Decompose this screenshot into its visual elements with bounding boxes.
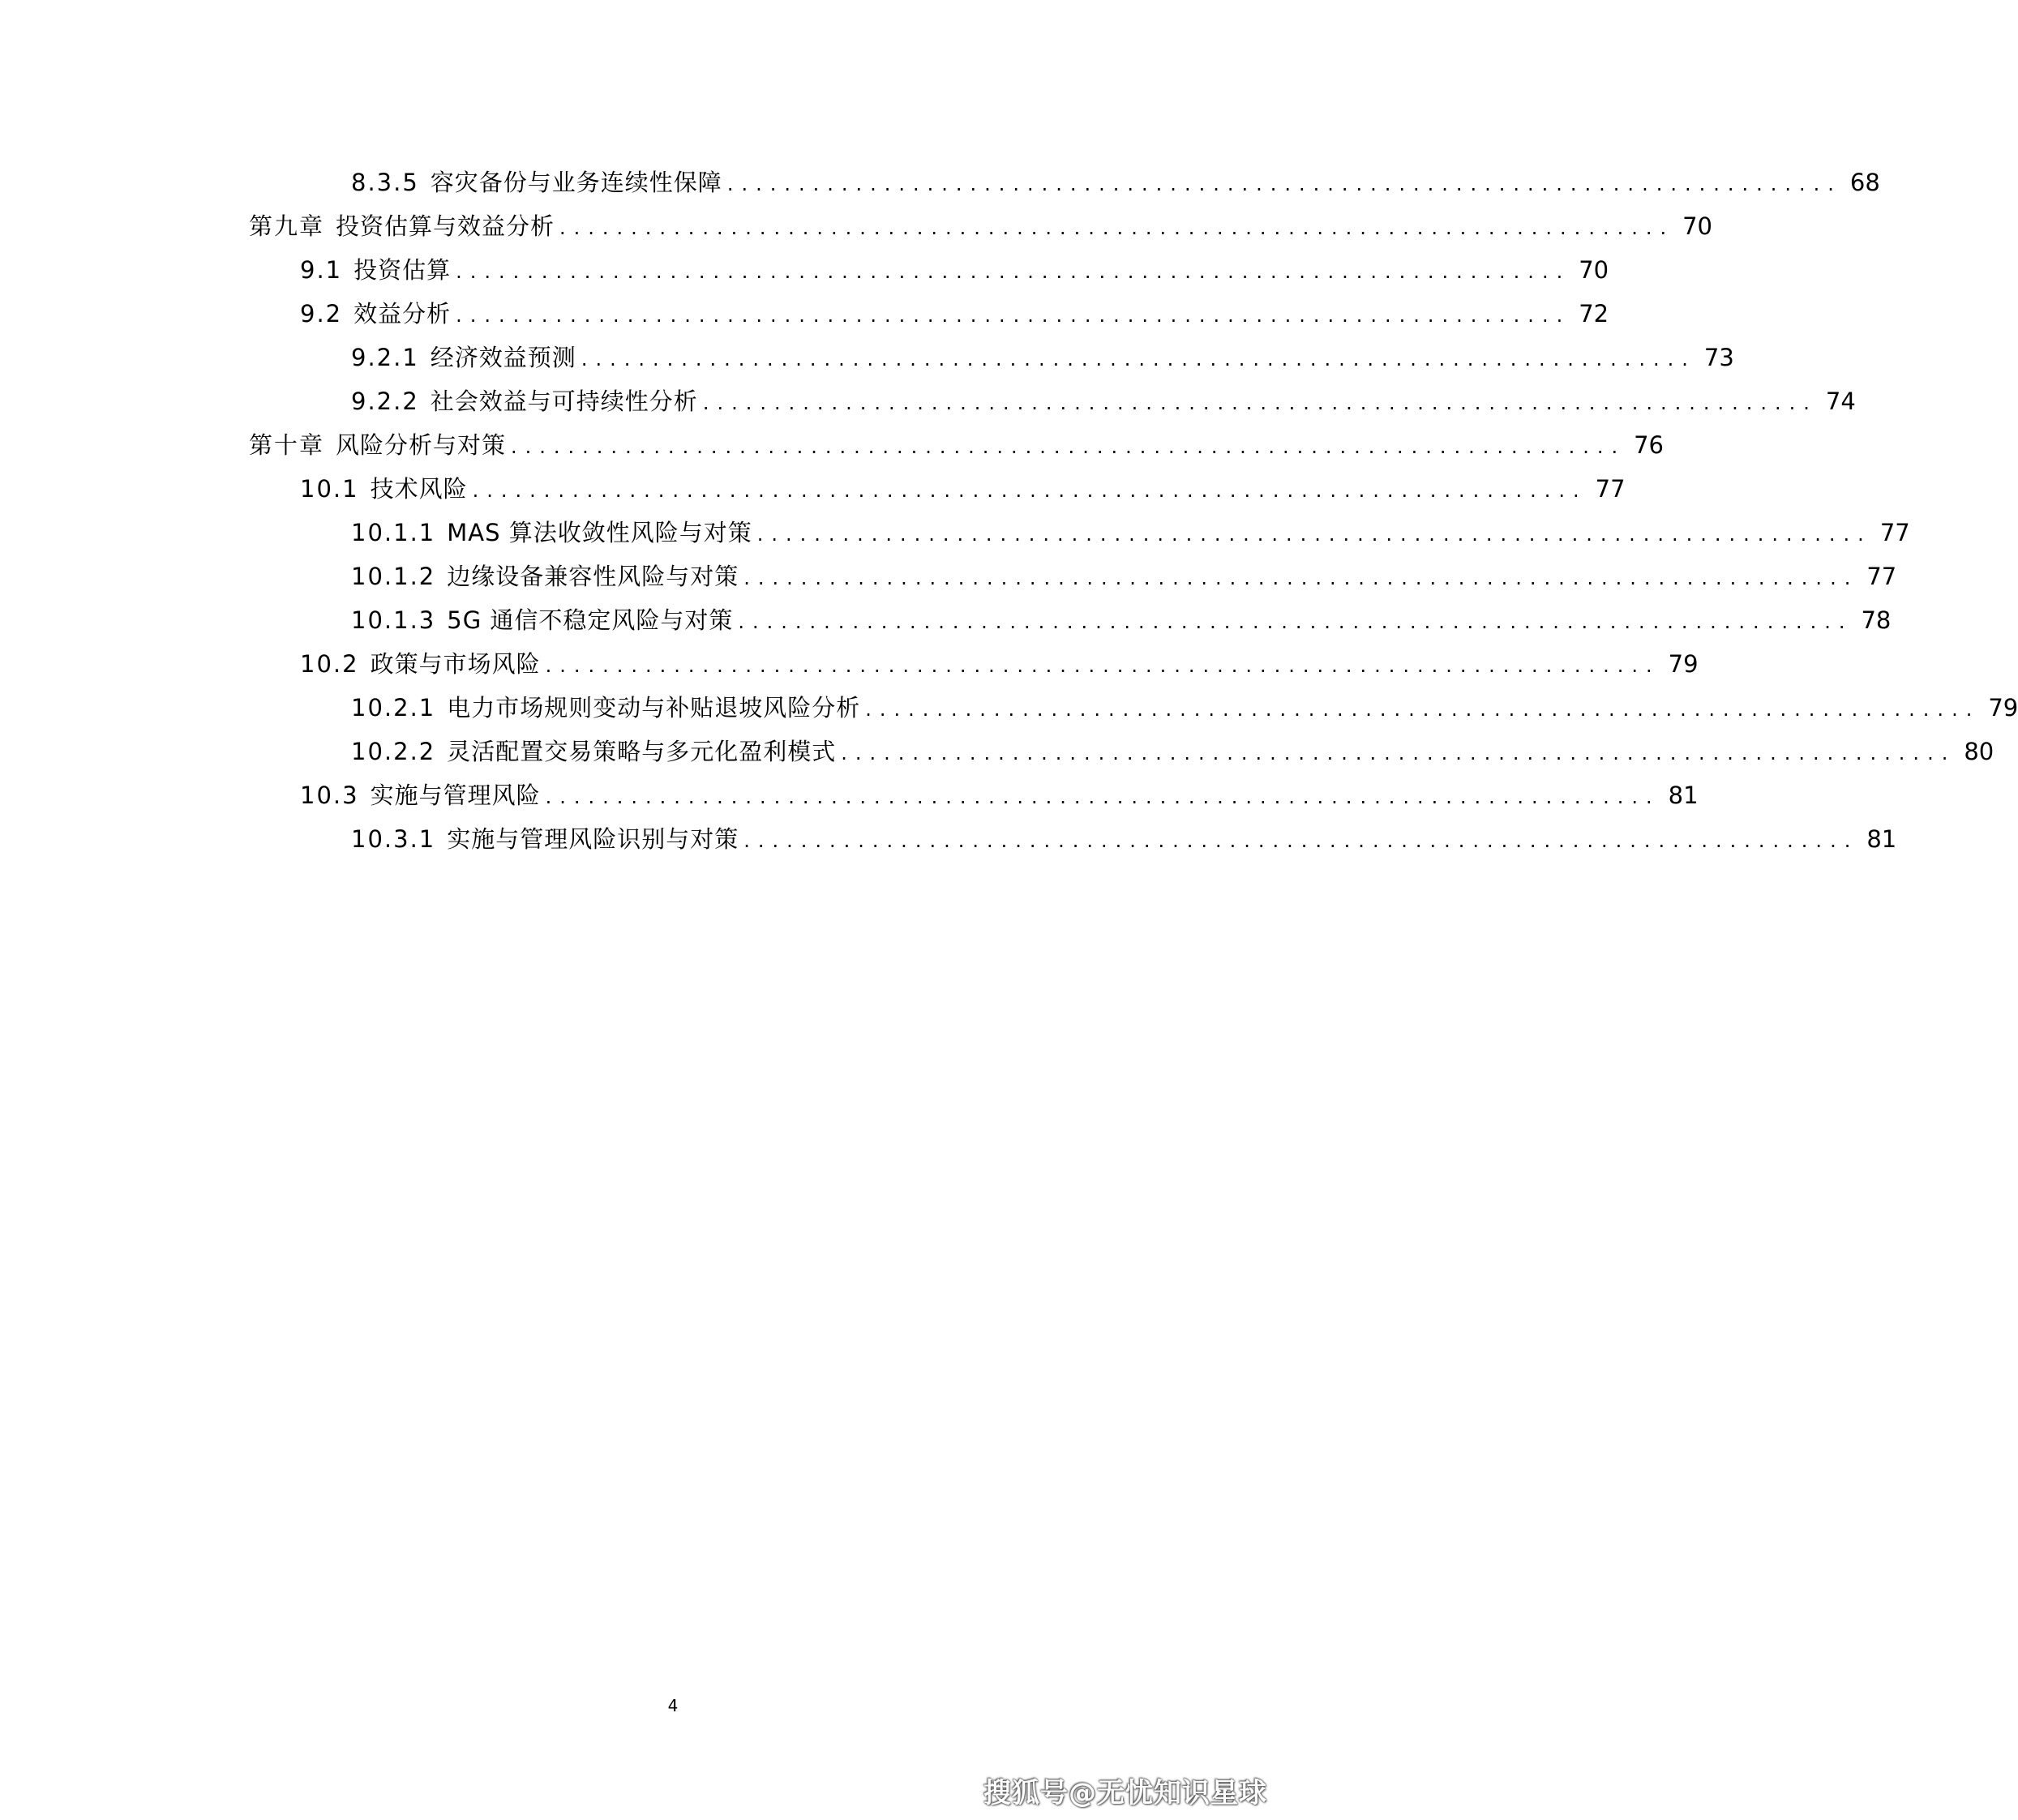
toc-entry[interactable] xyxy=(351,555,1897,598)
toc-entry-title: 容灾备份与业务连续性保障 xyxy=(430,169,722,196)
toc-entry-number: 第十章 xyxy=(249,431,325,459)
toc-entry-page: 70 xyxy=(1579,256,1609,284)
page-number: 4 xyxy=(667,1696,679,1715)
toc-entry-page: 79 xyxy=(1988,694,2018,722)
toc-entry-number: 10.1 xyxy=(300,475,359,503)
toc-entry-title: 边缘设备兼容性风险与对策 xyxy=(447,563,739,590)
toc-entry[interactable] xyxy=(300,467,1626,511)
dot-leader: .............................................................................. xyxy=(738,610,1853,633)
dot-leader: .............................................................................. xyxy=(545,786,1660,808)
toc-entry[interactable] xyxy=(351,336,1734,379)
dot-leader: .............................................................................. xyxy=(756,523,1872,546)
toc-entry-title: 社会效益与可持续性分析 xyxy=(430,388,698,415)
toc-entry-number: 9.2.2 xyxy=(351,388,419,415)
toc-entry-page: 73 xyxy=(1703,344,1734,371)
dot-leader: .............................................................................. xyxy=(511,435,1626,458)
toc-entry[interactable] xyxy=(300,773,1699,817)
toc-entry[interactable] xyxy=(351,161,1880,204)
toc-entry-number: 10.2.2 xyxy=(351,738,436,765)
toc-entry[interactable] xyxy=(351,730,1994,773)
toc-entry[interactable] xyxy=(300,248,1609,292)
toc-entry-number: 第九章 xyxy=(249,212,325,240)
toc-entry-number: 8.3.5 xyxy=(351,169,419,196)
dot-leader: .............................................................................. xyxy=(581,348,1696,370)
toc-entry[interactable] xyxy=(351,686,2018,730)
dot-leader: .............................................................................. xyxy=(865,698,1981,721)
toc-entry-page: 68 xyxy=(1849,169,1880,196)
toc-entry[interactable] xyxy=(351,379,1856,423)
toc-entry-number: 10.2.1 xyxy=(351,694,436,722)
toc-entry[interactable] xyxy=(351,511,1910,555)
dot-leader: .............................................................................. xyxy=(545,654,1660,677)
toc-entry-title: MAS 算法收敛性风险与对策 xyxy=(447,519,752,546)
toc-entry-number: 10.1.1 xyxy=(351,519,436,546)
dot-leader: .............................................................................. xyxy=(456,304,1571,327)
watermark: 搜狐号@无忧知识星球 xyxy=(983,1777,1267,1809)
dot-leader: .............................................................................. xyxy=(559,216,1675,239)
dot-leader: .............................................................................. xyxy=(743,567,1859,589)
dot-leader: .............................................................................. xyxy=(702,392,1818,414)
toc-entry-page: 81 xyxy=(1668,782,1699,809)
toc-entry-page: 76 xyxy=(1634,431,1664,459)
toc-entry-number: 10.2 xyxy=(300,650,359,678)
toc-entry-title: 技术风险 xyxy=(370,475,468,503)
dot-leader: .............................................................................. xyxy=(726,173,1842,195)
toc-entry-page: 77 xyxy=(1595,475,1626,503)
toc-entry-page: 77 xyxy=(1866,563,1897,590)
toc-entry[interactable] xyxy=(351,817,1897,861)
dot-leader: .............................................................................. xyxy=(456,260,1571,283)
toc-entry-number: 10.3.1 xyxy=(351,825,436,853)
toc-entry-page: 74 xyxy=(1825,388,1856,415)
toc-entry-title: 投资估算与效益分析 xyxy=(336,212,555,240)
toc-entry-title: 实施与管理风险 xyxy=(370,782,541,809)
toc-entry-page: 81 xyxy=(1866,825,1897,853)
toc-entry-title: 电力市场规则变动与补贴退坡风险分析 xyxy=(447,694,861,722)
toc-entry-page: 72 xyxy=(1579,300,1609,328)
toc-entry[interactable] xyxy=(249,423,1664,467)
toc-entry-page: 79 xyxy=(1668,650,1699,678)
toc-entry-number: 9.2.1 xyxy=(351,344,419,371)
toc-entry-number: 9.2 xyxy=(300,300,343,328)
dot-leader: .............................................................................. xyxy=(841,742,1956,764)
toc-entry-title: 投资估算 xyxy=(353,256,452,284)
toc-entry-number: 10.1.2 xyxy=(351,563,436,590)
toc-entry-title: 实施与管理风险识别与对策 xyxy=(447,825,739,853)
toc-entry-title: 风险分析与对策 xyxy=(336,431,507,459)
toc-entry-number: 9.1 xyxy=(300,256,343,284)
toc-entry[interactable] xyxy=(300,292,1609,336)
toc-entry-page: 78 xyxy=(1861,606,1892,634)
toc-entry-page: 80 xyxy=(1964,738,1994,765)
toc-entry-number: 10.1.3 xyxy=(351,606,436,634)
toc-entry[interactable] xyxy=(351,598,1892,642)
toc-entry-number: 10.3 xyxy=(300,782,359,809)
toc-entry-title: 灵活配置交易策略与多元化盈利模式 xyxy=(447,738,837,765)
toc-entry-page: 77 xyxy=(1879,519,1910,546)
toc-entry-title: 经济效益预测 xyxy=(430,344,576,371)
toc-entry-title: 效益分析 xyxy=(353,300,452,328)
dot-leader: .............................................................................. xyxy=(472,479,1587,502)
toc-entry[interactable] xyxy=(300,642,1699,686)
toc-entry-title: 政策与市场风险 xyxy=(370,650,541,678)
toc-entry-title: 5G 通信不稳定风险与对策 xyxy=(447,606,734,634)
dot-leader: .............................................................................. xyxy=(743,829,1859,852)
toc-entry-page: 70 xyxy=(1682,212,1712,240)
toc-entry[interactable] xyxy=(249,204,1712,248)
